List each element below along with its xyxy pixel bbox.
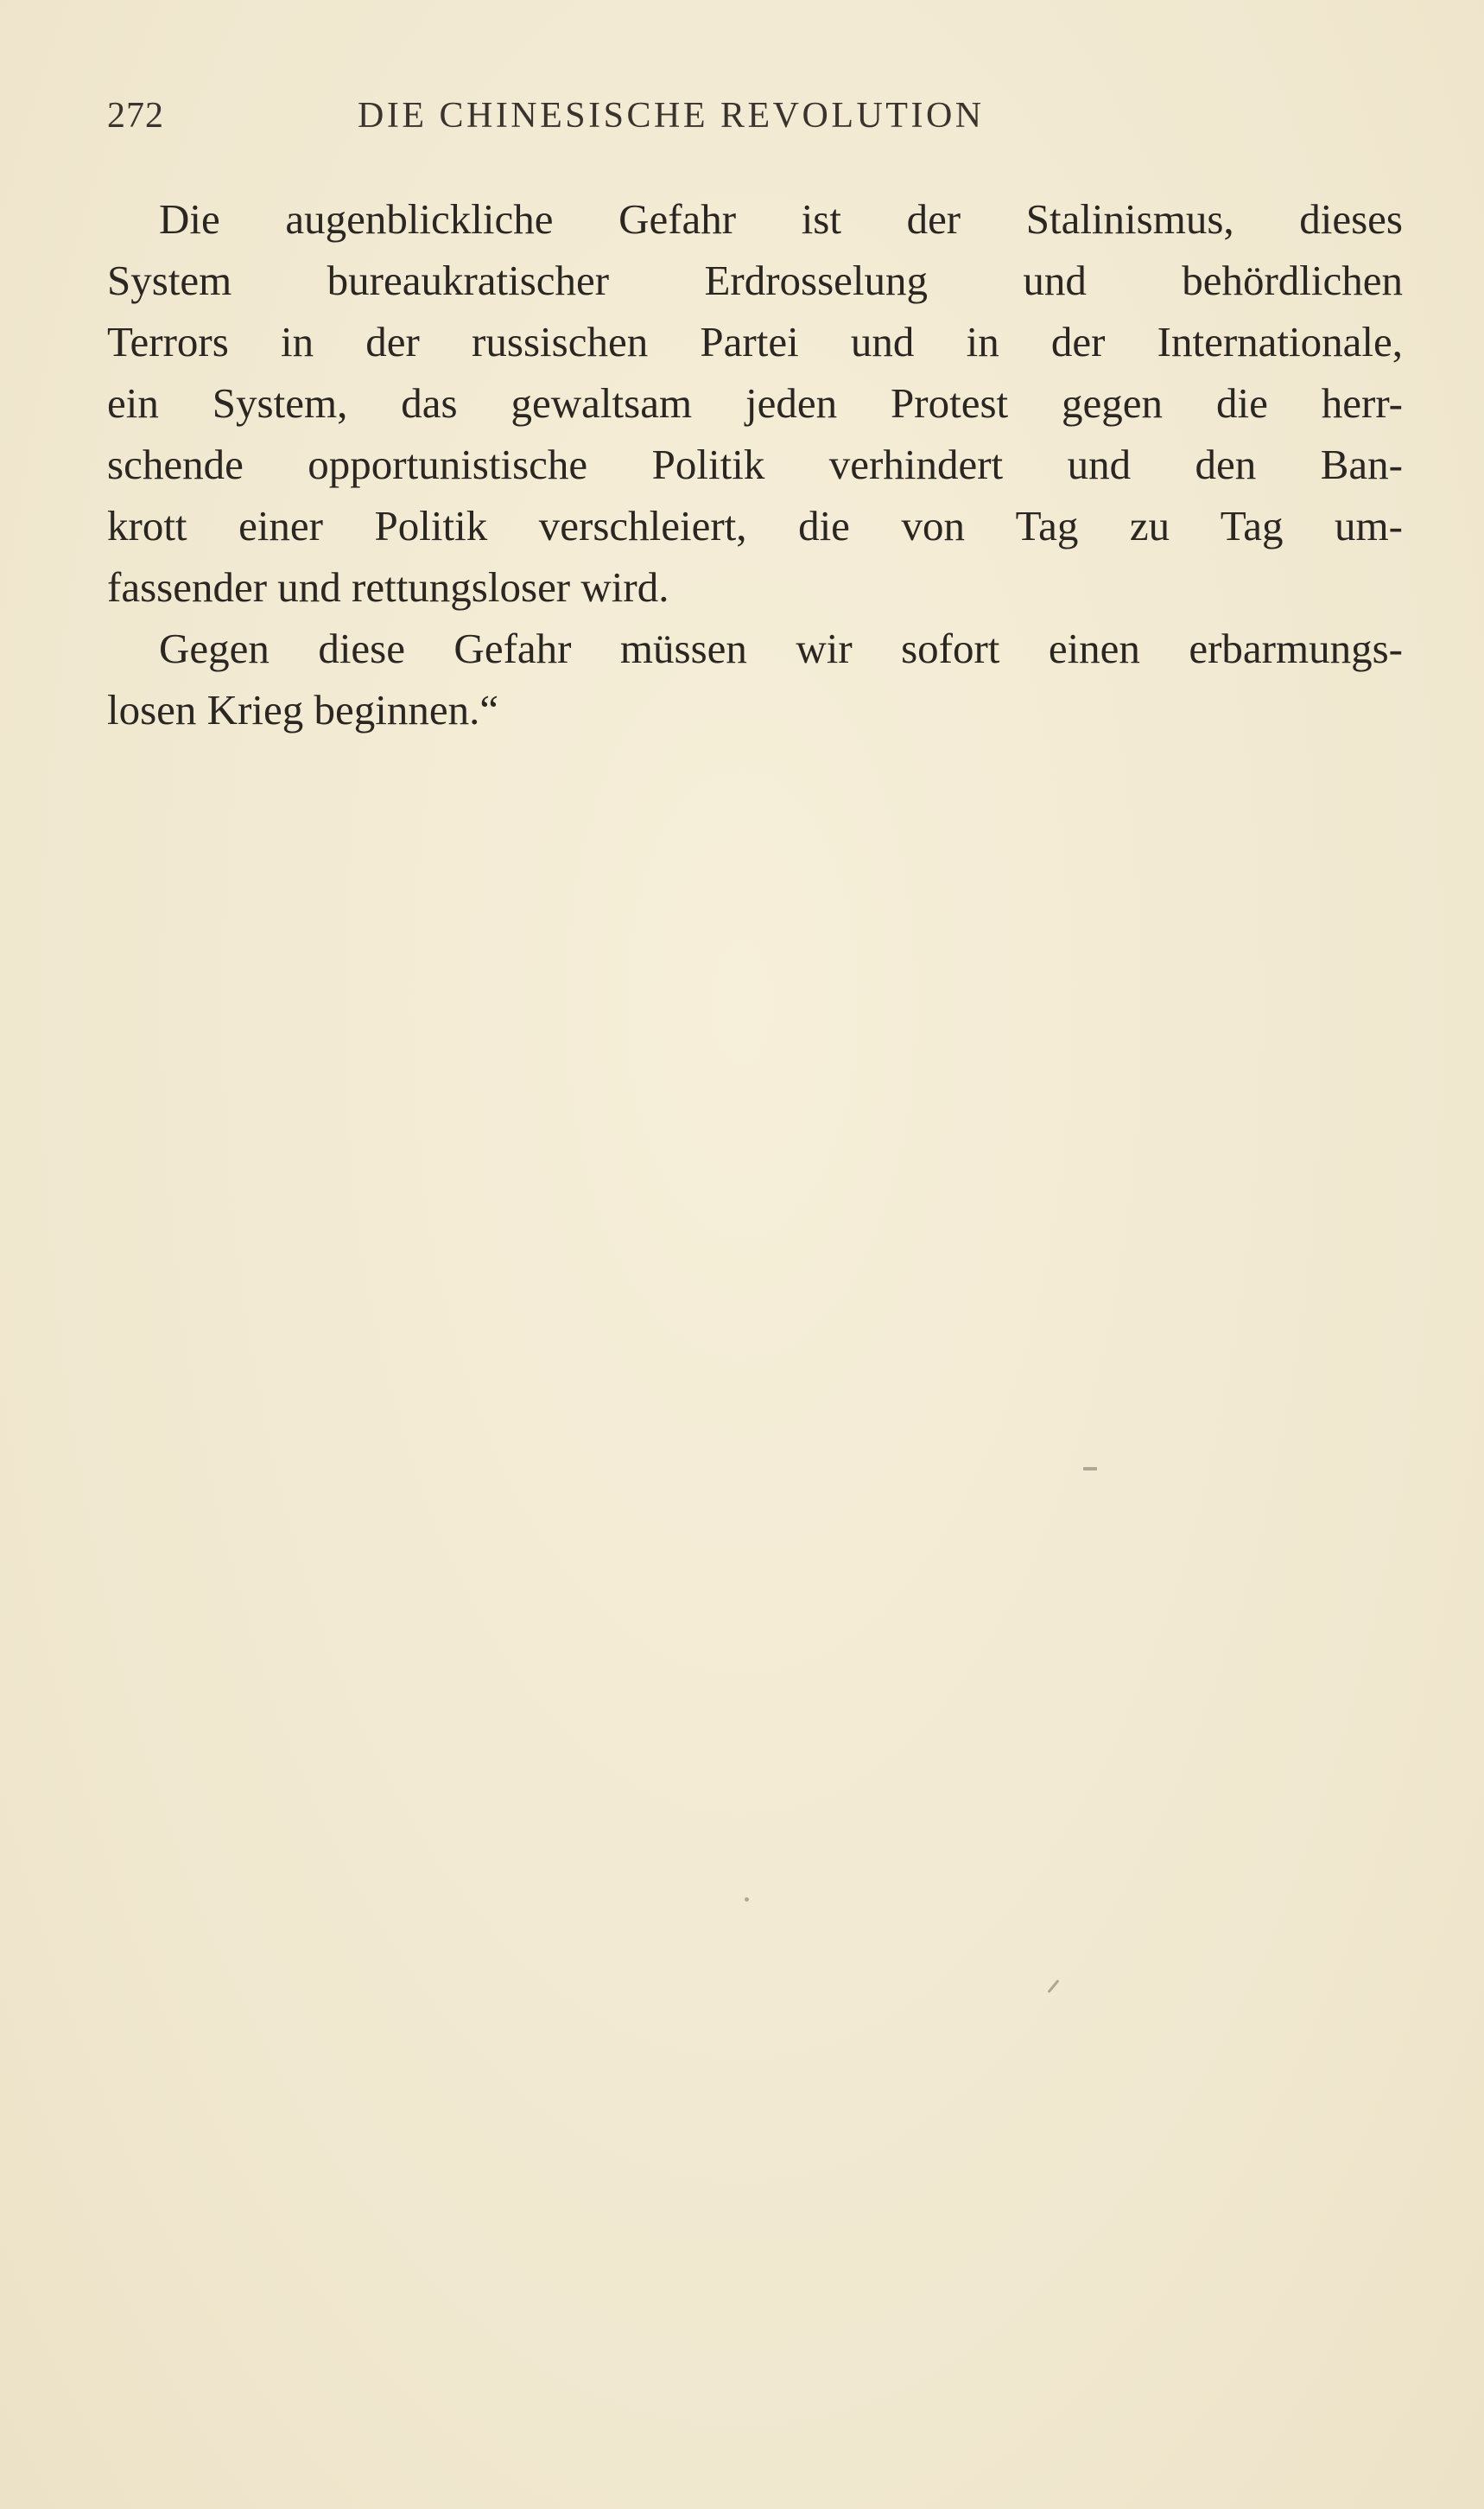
text-line: Die augenblickliche Gefahr ist der Stalinismus, dieses	[159, 195, 1403, 243]
text-line: fassender und rettungsloser wird.	[107, 563, 669, 611]
text-line: krott einer Politik verschleiert, die von Tag zu Tag um-	[107, 502, 1403, 549]
running-title: DIE CHINESISCHE REVOLUTION	[358, 96, 985, 136]
body-text	[107, 188, 1403, 740]
paper-speck	[745, 1897, 749, 1902]
text-line: Gegen diese Gefahr müssen wir sofort einen erbarmungs-	[159, 625, 1403, 672]
paragraph	[107, 618, 1403, 679]
paper-speck	[1048, 1979, 1060, 1993]
text-line: System bureaukratischer Erdrosselung und behördlichen	[107, 257, 1403, 304]
running-header	[107, 95, 1368, 147]
paragraph	[107, 188, 1403, 250]
text-line: schende opportunistische Politik verhindert und den Ban-	[107, 441, 1403, 488]
paragraph-continuation	[107, 250, 1403, 618]
text-line: ein System, das gewaltsam jeden Protest gegen die herr-	[107, 379, 1403, 427]
text-line: losen Krieg beginnen.“	[107, 686, 499, 734]
page-number: 272	[107, 96, 164, 136]
text-line: Terrors in der russischen Partei und in der Internationale,	[107, 318, 1403, 365]
paper-speck	[1083, 1467, 1097, 1470]
paragraph-continuation	[107, 679, 1403, 740]
